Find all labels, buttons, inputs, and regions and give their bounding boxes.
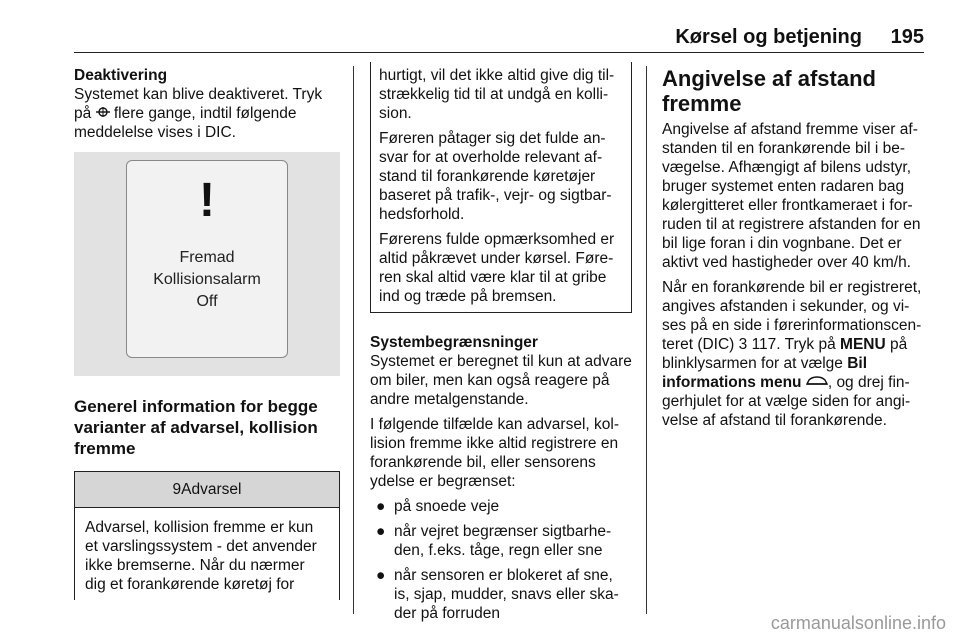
car-icon (806, 373, 828, 392)
steering-wheel-distance-icon (96, 104, 110, 123)
warning-cont-paragraph: Førerens fulde opmærksomhed er altid påkrævet under kørsel. Føre-ren skal altid være klar til at gribe ind og træde på bremsen. (379, 231, 615, 305)
column-3 (662, 66, 924, 436)
warning-title: Advarsel (181, 481, 242, 498)
dic-message-figure (74, 152, 340, 376)
following-distance-paragraph-2: Når en forankørende bil er registreret, angives afstanden i sekunder, og vi-ses på en side i førerinformationscen-teret (DIC) 3 117. Tryk på MENU på blinklysarmen for at vælge Bil informations menu , og drej fin-gerhjulet for at vælge siden for angi-velse af afstand til forankørende. (662, 279, 922, 429)
menu-label: MENU (840, 336, 886, 353)
following-distance-paragraph-1: Angivelse af afstand fremme viser af-standen til en forankørende bil i be-vægelse. Afhængigt af bilens udstyr, bruger systemet enten radaren bag kølergitteret eller frontkameraet i for-ruden til at registrere afstanden for en bil lige foran i din vognbane. Det er aktivt ved hastigheder over 40 km/h. (662, 121, 921, 271)
limitations-paragraph-1: Systemet er beregnet til kun at advare om biler, men kan også reagere på andre metalgenstande. (370, 353, 632, 408)
warning-cont-paragraph: Føreren påtager sig det fulde an-svar for at overholde relevant af-stand til forankørende køretøjer baseret på trafik-, vejr- og sigtbar-hedsforhold. (379, 130, 612, 223)
list-item: ● når sensoren er blokeret af sne, is, sjap, mudder, snavs eller ska-der på forruden (376, 567, 619, 622)
warning-cont-paragraph: hurtigt, vil det ikke altid give dig til-strækkelig tid til at undgå en kolli-sion. (379, 67, 615, 122)
page-header (74, 24, 924, 53)
page-reference-triangle-icon: 3 (738, 336, 748, 353)
section-title: Kørsel og betjening (675, 26, 862, 48)
exclamation-icon: ! (199, 174, 215, 227)
dic-display (126, 160, 288, 358)
dic-line-2: Kollisionsalarm (153, 271, 261, 288)
dic-line-1: Fremad (179, 249, 235, 266)
column-divider-2 (646, 66, 647, 614)
column-divider-1 (353, 66, 354, 614)
page-number: 195 (890, 26, 924, 48)
column-2 (370, 66, 632, 629)
warning-box-body: Advarsel, kollision fremme er kun et varslingssystem - det anvender ikke bremserne. Når du nærmer dig et forankørende køretøj for (85, 519, 317, 593)
warning-box-continued (370, 62, 632, 313)
watermark: carmanualsonline.info (770, 613, 946, 633)
list-item: ● når vejret begrænser sigtbarhe-den, f.eks. tåge, regn eller sne (376, 523, 612, 559)
following-distance-heading: Angivelse af afstand fremme (662, 66, 876, 116)
dic-line-3: Off (196, 293, 218, 310)
warning-box-header (75, 472, 339, 508)
deactivation-paragraph: Systemet kan blive deaktiveret. Tryk på flere gange, indtil følgende meddelelse vises i DIC. (74, 86, 323, 141)
limitations-heading: Systembegrænsninger (370, 334, 538, 351)
limitations-paragraph-2: I følgende tilfælde kan advarsel, kol-lision fremme ikke altid registrere en forankørende bil, eller sensorens ydelse er begrænset: (370, 416, 619, 490)
menu-item-label: Bil informations menu (662, 355, 868, 391)
column-1 (74, 66, 340, 600)
limitations-list (370, 497, 632, 623)
list-item: ● på snoede veje (376, 498, 500, 515)
general-info-heading: Generel information for begge varianter af advarsel, kollision fremme (74, 397, 318, 458)
warning-box (74, 471, 340, 600)
deactivation-heading: Deaktivering (74, 67, 168, 84)
warning-triangle-icon: 9 (172, 481, 182, 498)
